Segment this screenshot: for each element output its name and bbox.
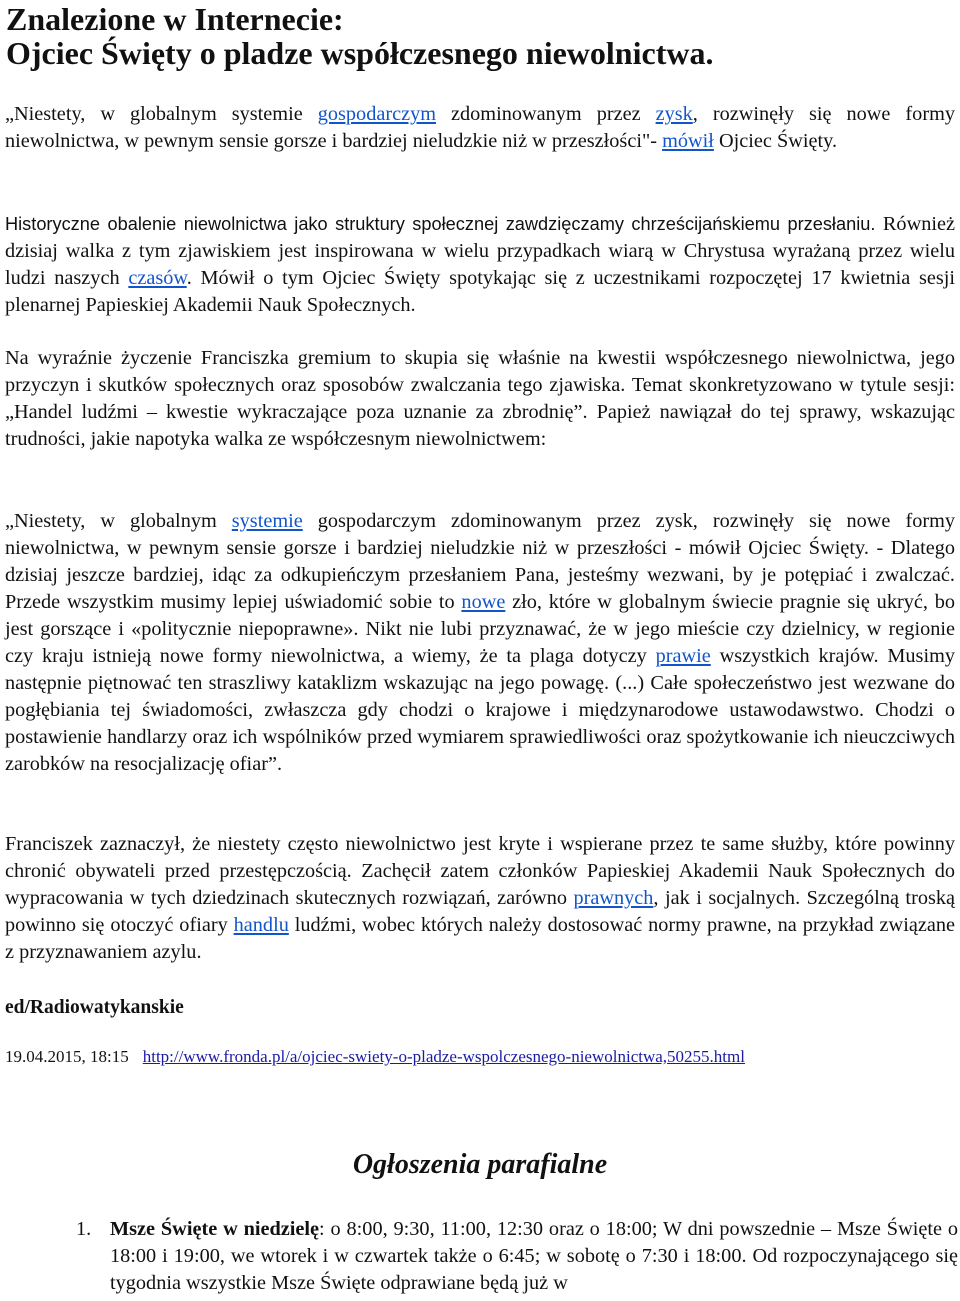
list-item-number: 1.: [76, 1218, 92, 1240]
quote-text-2: gospodarczym zdominowanym przez zysk, rozwinęły się nowe formy niewolnictwa, w pewnym sensie gorsze i bardziej nieludzkie niż w przeszłości - mówił Ojciec Święty. - Dlatego dzisiaj jeszcze bardziej, idąc za odkupieńczym przesłaniem Pana, jesteśmy wezwani, by je potępiać i zwalczać. Przede wszystkim musimy lepiej uświadomić sobie to: [5, 510, 956, 613]
list-item-body: [110, 1216, 958, 1297]
history-text-2: . Mówił o tym Ojciec Święty spotykając się z uczestnikami rozpoczętej 17 kwietnia sesji plenarnej Papieskiej Akademii Nauk Społecznych.: [5, 267, 955, 316]
source-line: [5, 1045, 745, 1069]
article-title-line-1: Znalezione w Internecie:: [6, 1, 344, 37]
intro-text-4: Ojciec Święty.: [713, 130, 838, 152]
link-prawnych[interactable]: prawnych: [573, 887, 654, 909]
quote-text-1: „Niestety, w globalnym: [5, 510, 232, 532]
source-date: 19.04.2015, 18:15: [5, 1047, 129, 1066]
link-systemie[interactable]: systemie: [231, 510, 303, 532]
closing-text-1: Franciszek zaznaczył, że niestety często niewolnictwo jest kryte i wspierane przez te same służby, które powinny chronić obywateli przed przestępczością. Zachęcił zatem członków Papieskiej Akademii Nauk Społecznych do wypracowania w tych dziedzinach skutecznych rozwiązań, zarówno: [5, 833, 955, 909]
link-mowil[interactable]: mówił: [662, 130, 714, 152]
history-paragraph: [5, 211, 955, 319]
history-text-1: Również dzisiaj walka z tym zjawiskiem jest inspirowana w wielu przypadkach wiarą w Chrystusa wyrażaną przez wielu ludzi naszych: [5, 213, 955, 289]
article-title-line-2: Ojciec Święty o pladze współczesnego niewolnictwa.: [6, 35, 714, 71]
link-zysk[interactable]: zysk: [655, 103, 693, 125]
closing-text-3: ludźmi, wobec których należy dostosować normy prawne, na przykład związane z przyznawaniem azylu.: [5, 914, 955, 963]
link-prawie[interactable]: prawie: [655, 645, 711, 667]
quote-paragraph: [5, 508, 955, 778]
intro-text-2: zdominowanym przez: [436, 103, 656, 125]
list-item: [72, 1216, 958, 1297]
closing-paragraph: [5, 831, 955, 966]
section-title: Ogłoszenia parafialne: [352, 1149, 608, 1180]
quote-text-3: zło, które w globalnym świecie pragnie się ukryć, bo jest gorszące i «politycznie niepoprawne». Nikt nie lubi przyznawać, że w jego mieście czy dzielnicy, w regionie czy kraju istnieją nowe formy niewolnictwa, a wiemy, że ta plaga dotyczy: [5, 591, 955, 667]
intro-text-1: „Niestety, w globalnym systemie: [5, 103, 318, 125]
link-handlu[interactable]: handlu: [233, 914, 289, 936]
intro-paragraph: [5, 101, 955, 155]
article-title: [6, 2, 956, 70]
list-item-heading: Msze Święte w niedzielę: [110, 1218, 320, 1240]
list-item-text: : o 8:00, 9:30, 11:00, 12:30 oraz o 18:00; W dni powszednie – Msze Święte o 18:00 i 19:00, we wtorek i w czwartek także o 6:45; w sobotę o 7:30 i 18:00. Od rozpoczynającego się tygodnia wszystkie Msze Święte odprawiane będą już w: [110, 1218, 958, 1294]
source-url-link[interactable]: http://www.fronda.pl/a/ojciec-swiety-o-pladze-wspolczesnego-niewolnictwa,50255.html: [142, 1047, 745, 1066]
history-sans-text: Historyczne obalenie niewolnictwa jako struktury społecznej zawdzięczamy chrześcijańskiemu przesłaniu.: [5, 214, 876, 234]
session-paragraph: Na wyraźnie życzenie Franciszka gremium to skupia się właśnie na kwestii współczesnego niewolnictwa, jego przyczyn i skutków społecznych oraz sposobów zwalczania tego zjawiska. Temat skonkretyzowano w tytule sesji: „Handel ludźmi – kwestie wykraczające poza uznanie za zbrodnię”. Papież nawiązał do tej sprawy, wskazując trudności, jakie napotyka walka ze współczesnym niewolnictwem:: [5, 347, 955, 450]
link-czasow[interactable]: czasów: [128, 267, 187, 289]
link-gospodarczym[interactable]: gospodarczym: [317, 103, 437, 125]
announcement-list: [72, 1216, 958, 1297]
intro-text-3: , rozwinęły się nowe formy niewolnictwa, w pewnym sensie gorsze i bardziej nieludzkie niż w przeszłości"-: [5, 103, 955, 152]
link-nowe[interactable]: nowe: [461, 591, 506, 613]
quote-text-4: wszystkich krajów. Musimy następnie piętnować ten straszliwy kataklizm wskazując na jego powagę. (...) Całe społeczeństwo jest wezwane do pogłębiania tej świadomości, zwłaszcza gdy chodzi o krajowe i międzynarodowe ustawodawstwo. Chodzi o postawienie handlarzy oraz ich wspólników przed wymiarem sprawiedliwości oraz spożytkowanie ich nieuczciwych zarobków na resocjalizację ofiar”.: [5, 645, 955, 775]
signature: ed/Radiowatykanskie: [5, 997, 184, 1018]
closing-text-2: , jak i socjalnych. Szczególną troską powinno się otoczyć ofiary: [5, 887, 955, 936]
